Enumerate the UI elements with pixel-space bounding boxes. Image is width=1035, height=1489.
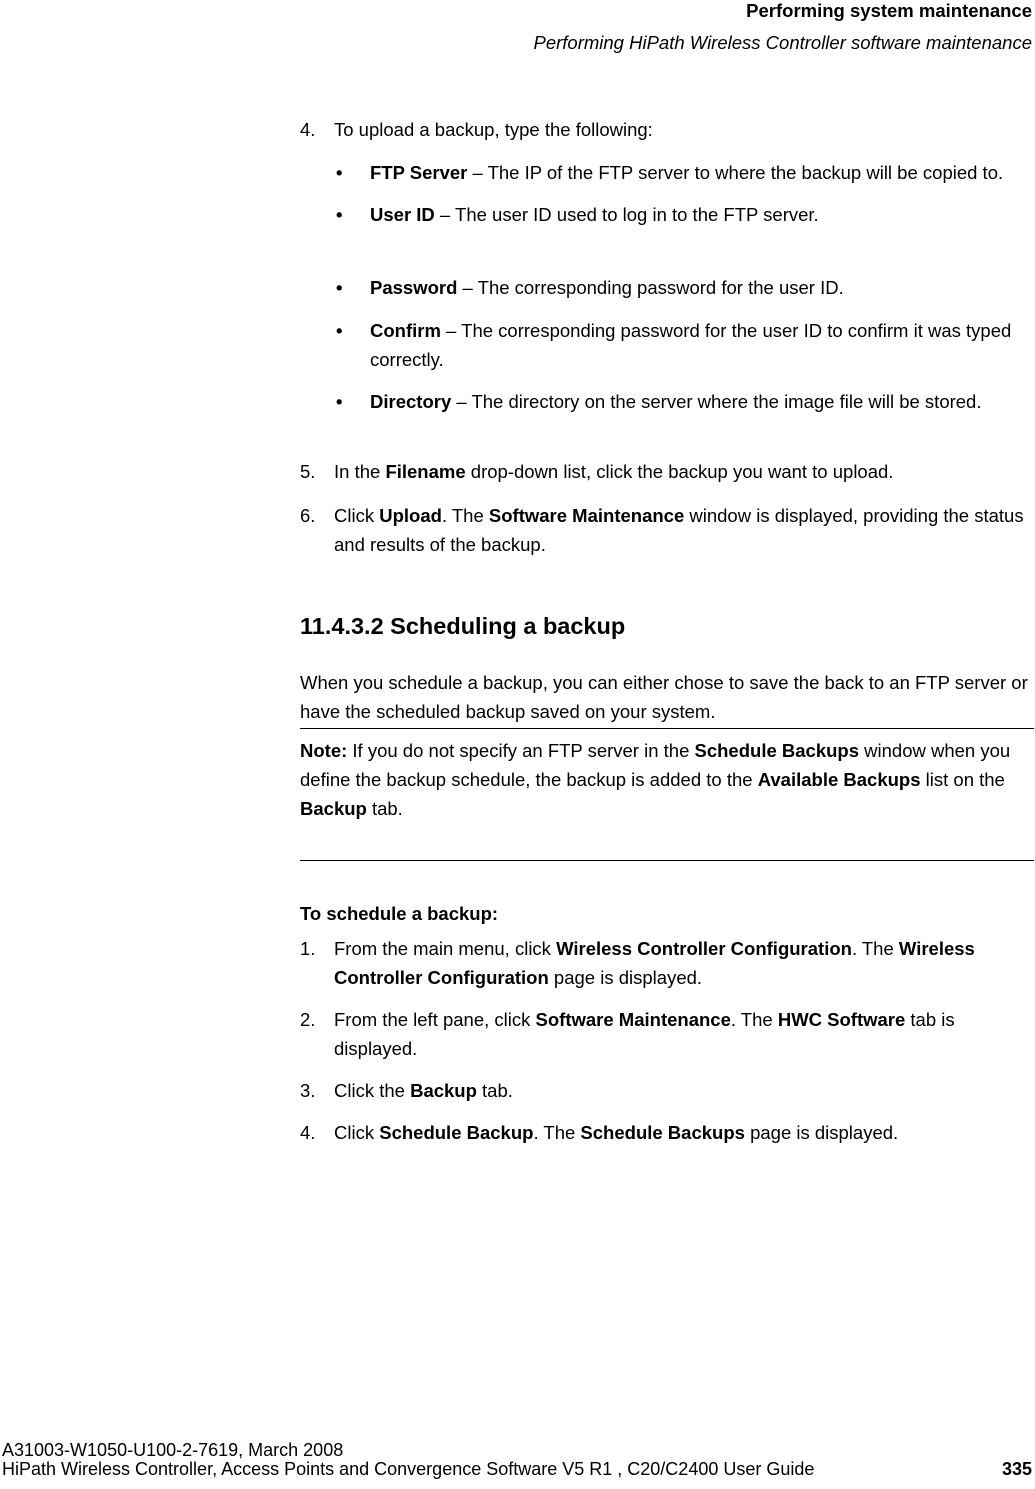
bullet-item-ftp-server: [370, 158, 1035, 187]
bullet-marker: •: [336, 204, 343, 225]
step-text: Click Upload. The Software Maintenance window is displayed, providing the status and results of the backup.: [334, 505, 1024, 555]
term: Directory: [370, 391, 452, 412]
term-desc: – The corresponding password for the user ID to confirm it was typed correctly.: [370, 320, 1012, 370]
bullet-item-password: [370, 273, 1035, 302]
procedure-title: To schedule a backup:: [300, 903, 499, 924]
term-desc: – The IP of the FTP server to where the backup will be copied to.: [467, 162, 1004, 183]
step-number: 4.: [300, 1122, 316, 1143]
term: User ID: [370, 204, 435, 225]
note-text: Note: If you do not specify an FTP server in the Schedule Backups window when you define the backup schedule, the backup is added to the Available Backups list on the Backup tab.: [300, 740, 1011, 819]
note-label: Note:: [300, 740, 348, 761]
section-heading: 11.4.3.2 Scheduling a backup: [300, 613, 626, 639]
bullet-marker: •: [336, 391, 343, 412]
term: FTP Server: [370, 162, 468, 183]
step-number: 6.: [300, 505, 316, 526]
bullet-item-confirm: [370, 316, 1035, 374]
bullet-marker: •: [336, 277, 343, 298]
step-text: From the left pane, click Software Maintenance. The HWC Software tab is displayed.: [334, 1009, 955, 1059]
step-text: From the main menu, click Wireless Controller Configuration. The Wireless Controller Configuration page is displayed.: [334, 938, 975, 988]
page-number: 335: [1001, 1459, 1032, 1479]
step-number: 4.: [300, 119, 316, 140]
term: Confirm: [370, 320, 441, 341]
section-intro: When you schedule a backup, you can either chose to save the back to an FTP server or have the scheduled backup saved on your system.: [300, 672, 1028, 722]
running-header-subtitle: Performing HiPath Wireless Controller software maintenance: [533, 32, 1032, 53]
term-desc: – The directory on the server where the image file will be stored.: [451, 391, 982, 412]
note-bottom-rule: [300, 860, 1034, 861]
step-text: To upload a backup, type the following:: [334, 119, 653, 140]
step-number: 1.: [300, 938, 316, 959]
footer-guide-title: HiPath Wireless Controller, Access Points and Convergence Software V5 R1 , C20/C2400 User Guide: [2, 1459, 815, 1479]
term-desc: – The corresponding password for the user ID.: [457, 277, 844, 298]
step-text: Click Schedule Backup. The Schedule Backups page is displayed.: [334, 1122, 899, 1143]
step-number: 3.: [300, 1080, 316, 1101]
step-text: Click the Backup tab.: [334, 1080, 513, 1101]
running-header-title: Performing system maintenance: [746, 0, 1032, 21]
note-top-rule: [300, 728, 1034, 729]
term: Password: [370, 277, 458, 298]
bullet-marker: •: [336, 162, 343, 183]
bullet-item-directory: [370, 387, 1035, 416]
bullet-marker: •: [336, 320, 343, 341]
step-number: 2.: [300, 1009, 316, 1030]
bullet-item-user-id: [370, 200, 1035, 229]
step-text: In the Filename drop-down list, click the backup you want to upload.: [334, 461, 894, 482]
term-desc: – The user ID used to log in to the FTP server.: [434, 204, 819, 225]
step-number: 5.: [300, 461, 316, 482]
footer-doc-id: A31003-W1050-U100-2-7619, March 2008: [2, 1440, 344, 1460]
